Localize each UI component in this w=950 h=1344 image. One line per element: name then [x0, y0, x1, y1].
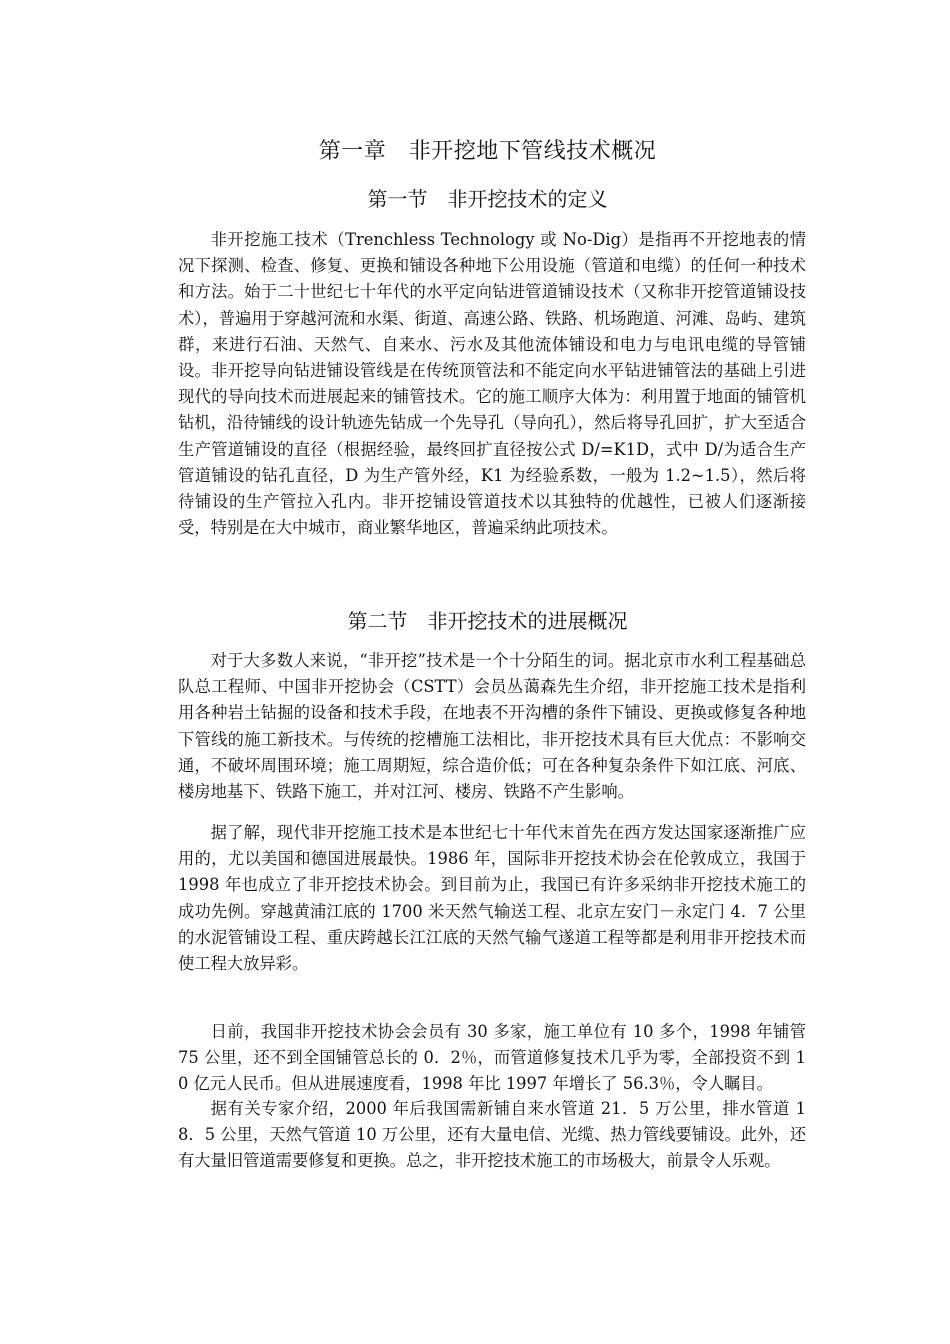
chapter-title: 第一章 非开挖地下管线技术概况 — [318, 139, 657, 164]
paragraph-development-2: 据了解，现代非开挖施工技术是本世纪七十年代末首先在西方发达国家逐渐推广应用的，尤以美国和德国进展最快。1986 年，国际非开挖技术协会在伦敦成立，我国于 1998 年也成立了非开挖技术协会。到目前为止，我国已有许多采纳非开挖技术施工的成功先例。穿越黄浦江底的 1700 米天然气输送工程、北京左安门－永定门 4．7 公里的水泥管铺设工程、重庆跨越长江江底的天然气输气遂道工程等都是利用非开挖技术而使工程大放异彩。 — [178, 823, 806, 974]
paragraph-development-3: 日前，我国非开挖技术协会会员有 30 多家，施工单位有 10 多个，1998 年铺管 75 公里，还不到全国铺管总长的 0．2％，而管道修复技术几乎为零，全部投资不到 10 亿元人民币。但从进展速度看，1998 年比 1997 年增长了 56.3％，令人瞩目。 — [178, 1022, 806, 1094]
paragraph-definition: 非开挖施工技术（Trenchless Technology 或 No-Dig）是指再不开挖地表的情况下探测、检查、修复、更换和铺设各种地下公用设施（管道和电缆）的任何一种技术和方法。始于二十世纪七十年代的水平定向钻进管道铺设技术（又称非开挖管道铺设技术），普遍用于穿越河流和水渠、街道、高速公路、铁路、机场跑道、河滩、岛屿、建筑群，来进行石油、天然气、自来水、污水及其他流体铺设和电力与电讯电缆的导管铺设。非开挖导向钻进铺设管线是在传统顶管法和不能定向水平钻进铺管法的基础上引进现代的导向技术而进展起来的铺管技术。它的施工顺序大体为：利用置于地面的铺管机钻机，沿待铺线的设计轨迹先钻成一个先导孔（导向孔），然后将导孔回扩，扩大至适合生产管道铺设的直径（根据经验，最终回扩直径按公式 D/=K1D，式中 D/为适合生产管道铺设的钻孔直径，D 为生产管外经，K1 为经验系数，一般为 1.2~1.5），然后将待铺设的生产管拉入孔内。非开挖铺设管道技术以其独特的优越性，已被人们逐渐接受，特别是在大中城市，商业繁华地区，普遍采纳此项技术。 — [178, 230, 806, 538]
paragraph-development-1: 对于大多数人来说，“非开挖”技术是一个十分陌生的词。据北京市水利工程基础总队总工程师、中国非开挖协会（CSTT）会员丛蔼森先生介绍，非开挖施工技术是指利用各种岩土钻掘的设备和技术手段，在地表不开沟槽的条件下铺设、更换或修复各种地下管线的施工新技术。与传统的挖槽施工法相比，非开挖技术具有巨大优点：不影响交通，不破坏周围环境；施工周期短，综合造价低；可在各种复杂条件下如江底、河底、楼房地基下、铁路下施工，并对江河、楼房、铁路不产生影响。 — [178, 651, 806, 802]
section-title-definition: 第一节 非开挖技术的定义 — [367, 187, 608, 211]
paragraph-development-4: 据有关专家介绍，2000 年后我国需新铺自来水管道 21．5 万公里，排水管道 18．5 公里，天然气管道 10 万公里，还有大量电信、光缆、热力管线要铺设。此外，还有大量旧管道需要修复和更换。总之，非开挖技术施工的市场极大，前景令人乐观。 — [178, 1099, 806, 1171]
section-title-development: 第二节 非开挖技术的进展概况 — [347, 609, 628, 633]
